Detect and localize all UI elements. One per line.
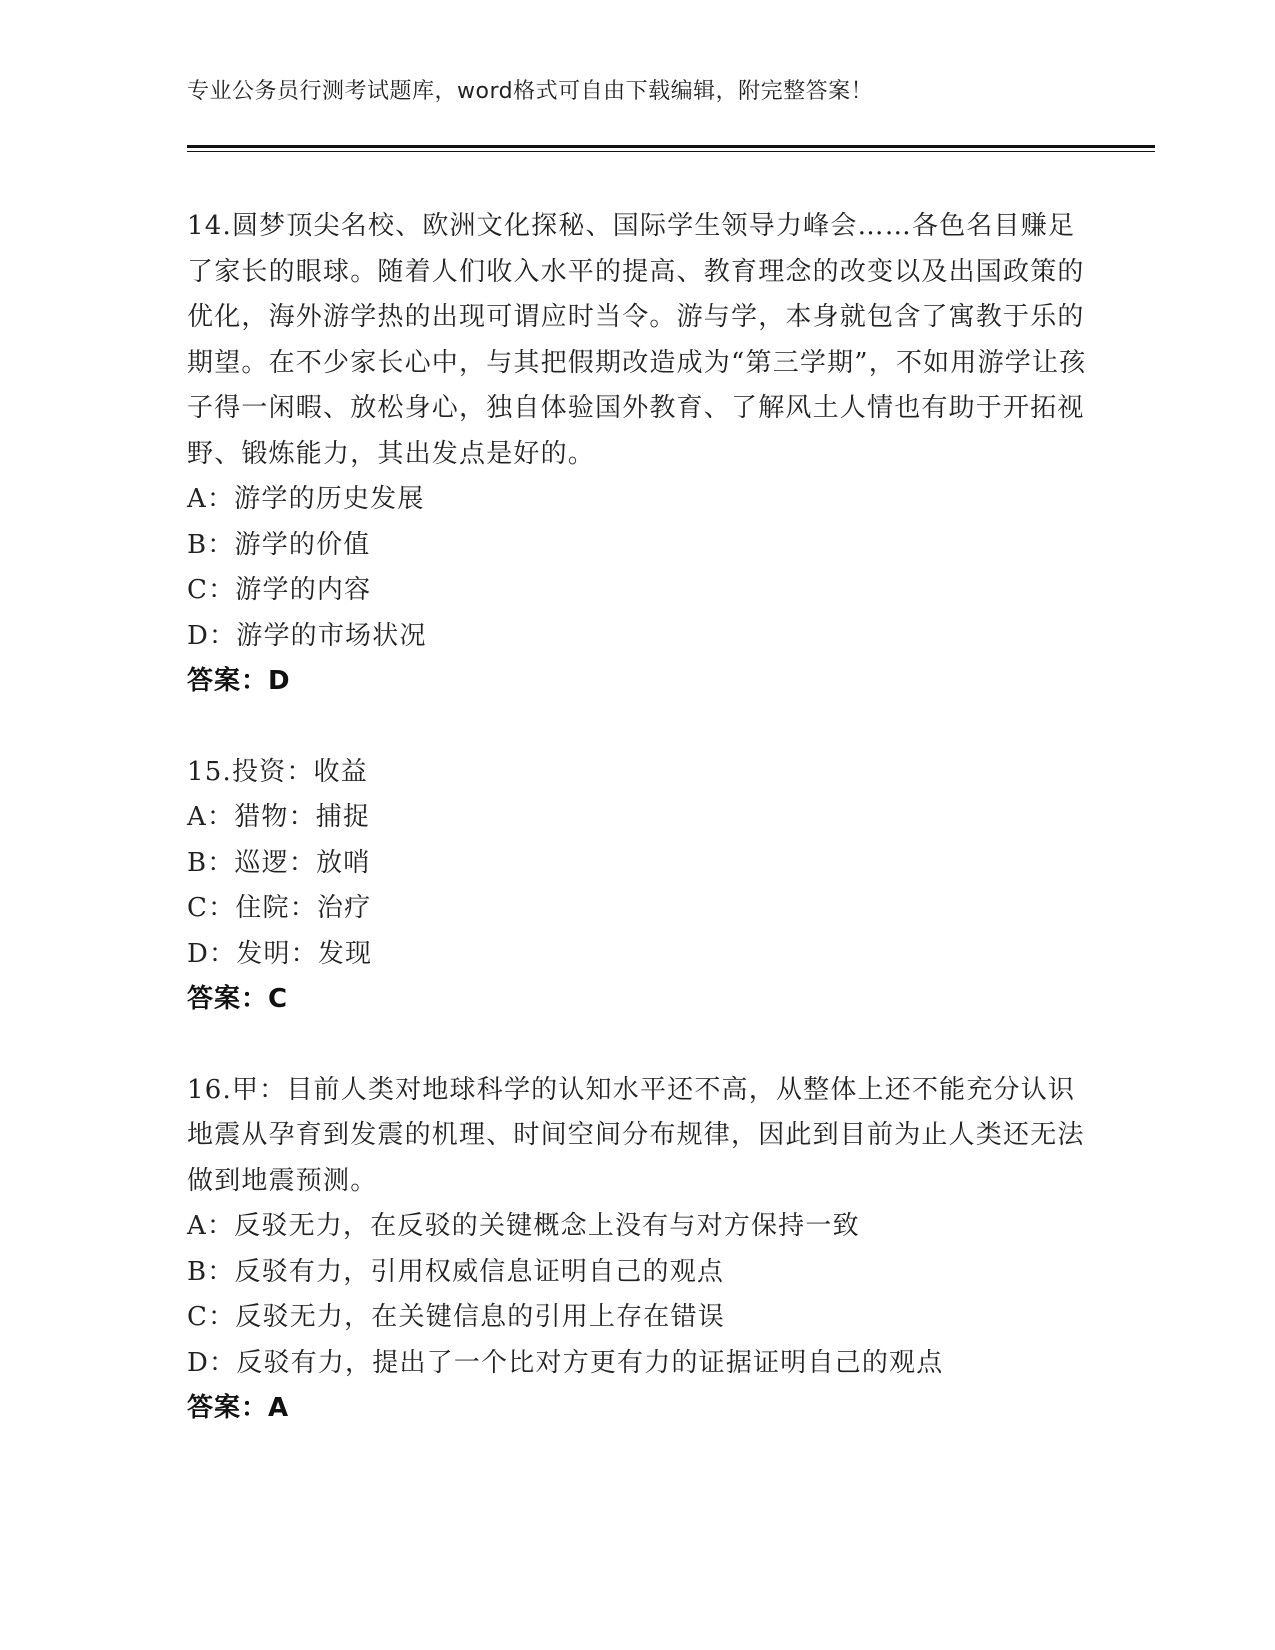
header-rule-thin: [187, 151, 1155, 152]
question-stem: 15.投资：收益: [187, 756, 368, 787]
option-c: C：反驳无力，在关键信息的引用上存在错误: [187, 1302, 725, 1332]
answer-line: 答案：C: [187, 984, 289, 1014]
question-stem: 14.圆梦顶尖名校、欧洲文化探秘、国际学生领导力峰会……各色名目赚足了家长的眼球。随着人们收入水平的提高、教育理念的改变以及出国政策的优化，海外游学热的出现可谓应时当令。游与学，本身就包含了寓教于乐的期望。在不少家长心中，与其把假期改造成为“第三学期”，不如用游学让孩子得一闲暇、放松身心，独自体验国外教育、了解风土人情也有助于开拓视野、锻炼能力，其出发点是好的。: [187, 211, 1087, 469]
option-b: B：游学的价值: [187, 529, 371, 560]
answer-line: 答案：A: [187, 1393, 290, 1423]
question-stem: 16.甲：目前人类对地球科学的认知水平还不高，从整体上还不能充分认识地震从孕育到发震的机理、时间空间分布规律，因此到目前为止人类还无法做到地震预测。: [187, 1074, 1085, 1196]
question-list: [187, 204, 1087, 1477]
option-a: A：反驳无力，在反驳的关键概念上没有与对方保持一致: [187, 1211, 860, 1241]
question-15: [187, 750, 1087, 1023]
option-b: B：反驳有力，引用权威信息证明自己的观点: [187, 1256, 725, 1287]
option-d: D：反驳有力，提出了一个比对方更有力的证据证明自己的观点: [187, 1347, 944, 1378]
option-a: A：游学的历史发展: [187, 484, 425, 514]
answer-line: 答案：D: [187, 666, 291, 696]
question-14: [187, 204, 1087, 705]
option-d: D：发明：发现: [187, 938, 373, 969]
header-rule-thick: [187, 145, 1155, 148]
page-header: 专业公务员行测考试题库，word格式可自由下载编辑，附完整答案！: [187, 79, 874, 104]
option-c: C：游学的内容: [187, 575, 372, 605]
option-a: A：猎物：捕捉: [187, 802, 371, 832]
question-16: [187, 1068, 1087, 1432]
option-b: B：巡逻：放哨: [187, 847, 371, 878]
option-c: C：住院：治疗: [187, 893, 372, 923]
option-d: D：游学的市场状况: [187, 620, 427, 651]
